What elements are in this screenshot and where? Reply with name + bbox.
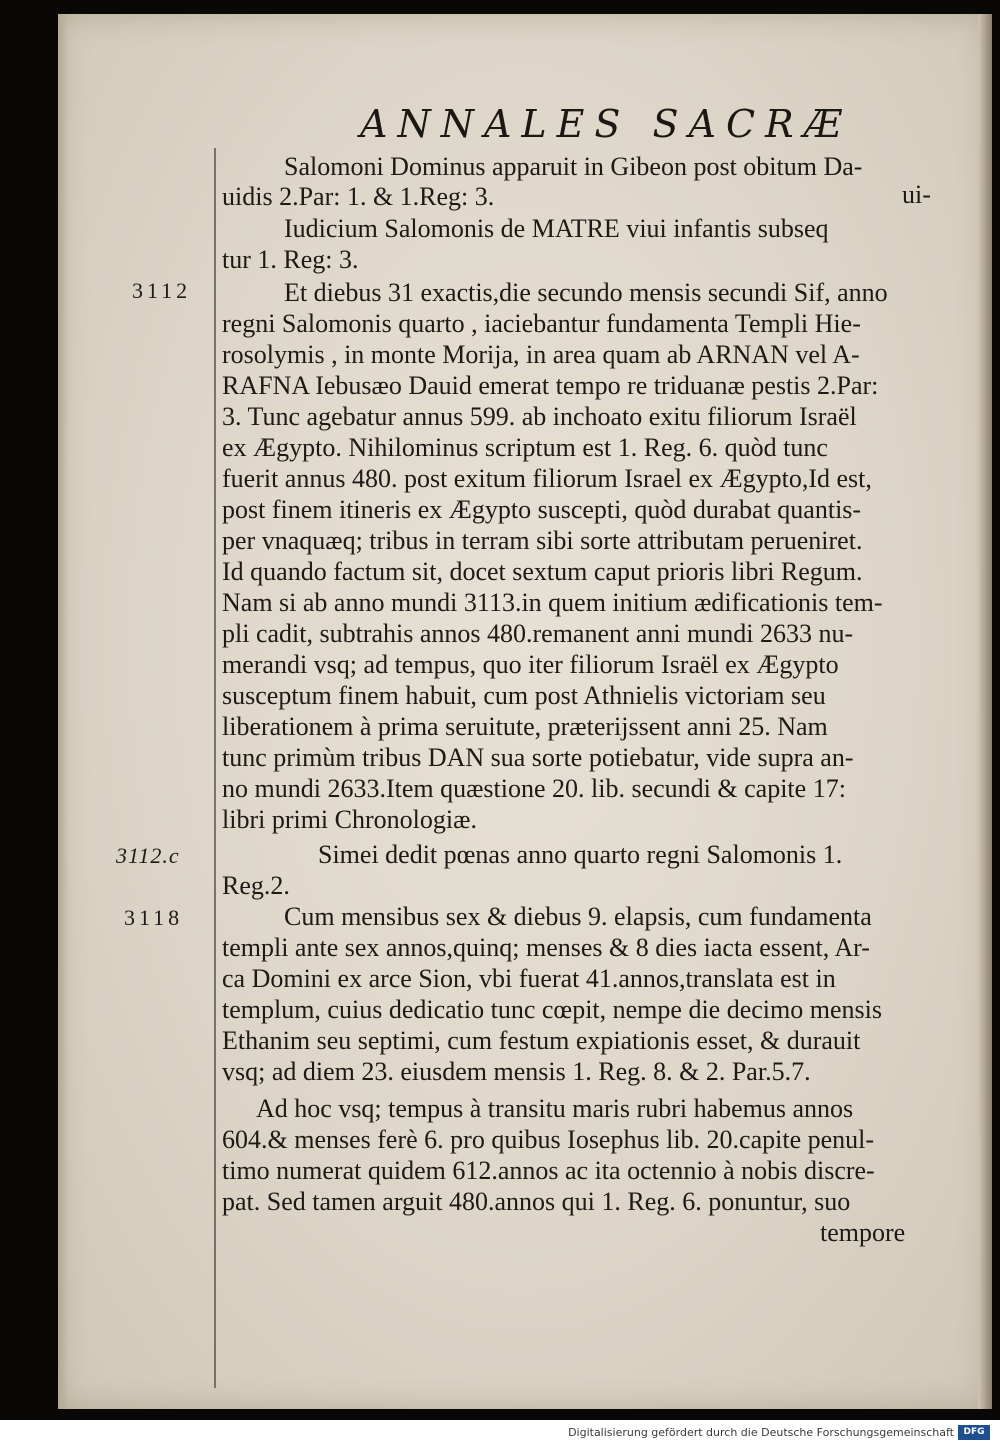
text-line: uidis 2.Par: 1. & 1.Reg: 3. — [222, 182, 495, 211]
text-line: Reg.2. — [222, 871, 290, 900]
text-line: regni Salomonis quarto , iaciebantur fundamenta Templi Hie- — [222, 309, 861, 338]
text-line: Cum mensibus sex & diebus 9. elapsis, cum fundamenta — [284, 902, 872, 931]
page-right-edge — [978, 14, 992, 1409]
catchword: tempore — [820, 1218, 906, 1247]
text-line: Iudicium Salomonis de MATRE viui infantis subseq — [284, 214, 829, 243]
text-line: RAFNA Iebusæo Dauid emerat tempo re triduanæ pestis 2.Par: — [222, 371, 879, 400]
text-line: Ad hoc vsq; tempus à transitu maris rubri habemus annos — [256, 1094, 854, 1123]
text-line: tunc primùm tribus DAN sua sorte potiebatur, vide supra an- — [222, 743, 854, 772]
right-margin-fragment: ui- — [902, 180, 931, 209]
text-line: templi ante sex annos,quinq; menses & 8 dies iacta essent, Ar- — [222, 933, 870, 962]
text-line: rosolymis , in monte Morija, in area quam ab ARNAN vel A- — [222, 340, 860, 369]
text-line: pat. Sed tamen arguit 480.annos qui 1. Reg. 6. ponuntur, suo — [222, 1187, 851, 1216]
text-line: Ethanim seu septimi, cum festum expiationis esset, & durauit — [222, 1026, 861, 1055]
margin-rule — [214, 148, 216, 1388]
text-line: pli cadit, subtrahis annos 480.remanent anni mundi 2633 nu- — [222, 619, 854, 648]
text-line: ca Domini ex arce Sion, vbi fuerat 41.annos,translata est in — [222, 964, 836, 993]
running-title: ANNALES SACRÆ — [360, 102, 852, 146]
margin-note-year: 3112 — [132, 278, 192, 303]
text-line: liberationem à prima seruitute, præterijssent anni 25. Nam — [222, 712, 828, 741]
page-left-edge — [58, 14, 68, 1409]
text-line: per vnaquæq; tribus in terram sibi sorte attributam perueniret. — [222, 526, 863, 555]
text-line: Id quando factum sit, docet sextum caput prioris libri Regum. — [222, 557, 863, 586]
margin-note-year: 3118 — [124, 905, 184, 930]
text-line: Nam si ab anno mundi 3113.in quem initium ædificationis tem- — [222, 588, 883, 617]
text-line: Salomoni Dominus apparuit in Gibeon post obitum Da- — [284, 152, 863, 181]
text-line: 604.& menses ferè 6. pro quibus Iosephus lib. 20.capite penul- — [222, 1125, 875, 1154]
dfg-logo-icon: DFG — [958, 1425, 990, 1440]
margin-note-year: 3112.c — [116, 843, 180, 868]
text-line: fuerit annus 480. post exitum filiorum Israel ex Ægypto,Id est, — [222, 464, 872, 493]
text-line: Simei dedit pœnas anno quarto regni Salomonis 1. — [318, 840, 843, 869]
text-line: libri primi Chronologiæ. — [222, 805, 477, 834]
text-line: timo numerat quidem 612.annos ac ita octennio à nobis discre- — [222, 1156, 875, 1185]
text-line: ex Ægypto. Nihilominus scriptum est 1. Reg. 6. quòd tunc — [222, 433, 828, 462]
text-line: susceptum finem habuit, cum post Athnielis victoriam seu — [222, 681, 826, 710]
funding-credit: Digitalisierung gefördert durch die Deutsche Forschungsgemeinschaft — [568, 1426, 954, 1439]
text-line: no mundi 2633.Item quæstione 20. lib. secundi & capite 17: — [222, 774, 846, 803]
text-line: vsq; ad diem 23. eiusdem mensis 1. Reg. 8. & 2. Par.5.7. — [222, 1057, 811, 1086]
text-line: merandi vsq; ad tempus, quo iter filiorum Israël ex Ægypto — [222, 650, 839, 679]
text-line: templum, cuius dedicatio tunc cœpit, nempe die decimo mensis — [222, 995, 882, 1024]
text-line: Et diebus 31 exactis,die secundo mensis secundi Sif, anno — [284, 278, 888, 307]
text-line: 3. Tunc agebatur annus 599. ab inchoato exitu filiorum Israël — [222, 402, 857, 431]
text-line: tur 1. Reg: 3. — [222, 245, 359, 274]
text-line: post finem itineris ex Ægypto suscepti, quòd durabat quantis- — [222, 495, 862, 524]
